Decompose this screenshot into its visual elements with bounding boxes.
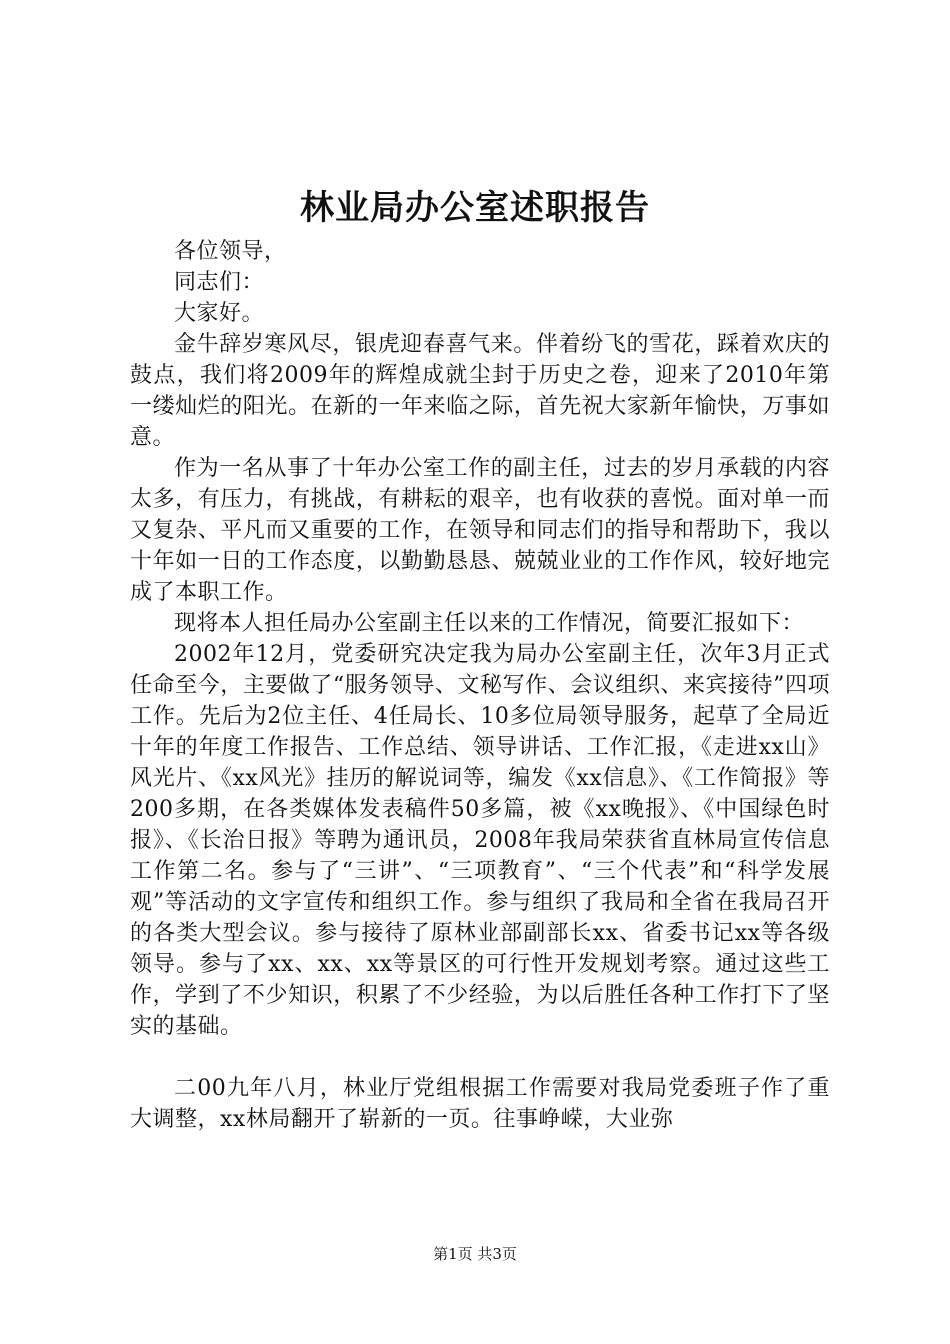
document-body (130, 236, 830, 1135)
salutation-leaders: 各位领导， (174, 239, 287, 264)
document-title: 林业局办公室述职报告 (300, 188, 650, 228)
paragraph-introduction: 作为一名从事了十年办公室工作的副主任，过去的岁月承载的内容太多，有压力，有挑战，有耕耘的艰辛，也有收获的喜悦。面对单一而又复杂、平凡而又重要的工作，在领导和同志们的指导和帮助下，我以十年如一日的工作态度，以勤勤恳恳、兢兢业业的工作作风，较好地完成了本职工作。 (130, 456, 830, 605)
salutation-comrades: 同志们： (174, 270, 265, 295)
paragraph-new-year: 金牛辞岁寒风尽，银虎迎春喜气来。伴着纷飞的雪花，踩着欢庆的鼓点，我们将2009年的辉煌成就尘封于历史之卷，迎来了2010年第一缕灿烂的阳光。在新的一年来临之际，首先祝大家新年愉快，万事如意。 (130, 332, 830, 450)
paragraph-report-lead: 现将本人担任局办公室副主任以来的工作情况，简要汇报如下： (174, 611, 805, 636)
paragraph-2009-adjustment: 二00九年八月，林业厅党组根据工作需要对我局党委班子作了重大调整，xx林局翻开了崭新的一页。往事峥嵘，大业弥 (130, 1076, 830, 1132)
paragraph-work-summary: 2002年12月，党委研究决定我为局办公室副主任，次年3月正式任命至今，主要做了“服务领导、文秘写作、会议组织、来宾接待”四项工作。先后为2位主任、4任局长、10多位局领导服务，起草了全局近十年的年度工作报告、工作总结、领导讲话、工作汇报，《走进xx山》风光片、《xx风光》挂历的解说词等，编发《xx信息》、《工作简报》等200多期，在各类媒体发表稿件50多篇，被《xx晚报》、《中国绿色时报》、《长治日报》等聘为通讯员，2008年我局荣获省直林局宣传信息工作第二名。参与了“三讲”、“三项教育”、“三个代表”和“科学发展观”等活动的文字宣传和组织工作。参与组织了我局和全省在我局召开的各类大型会议。参与接待了原林业部副部长xx、省委书记xx等各级领导。参与了xx、xx、xx等景区的可行性开发规划考察。通过这些工作，学到了不少知识，积累了不少经验，为以后胜任各种工作打下了坚实的基础。 (130, 642, 830, 1039)
page-footer: 第1页 共3页 (433, 1245, 517, 1263)
greeting: 大家好。 (174, 301, 265, 326)
